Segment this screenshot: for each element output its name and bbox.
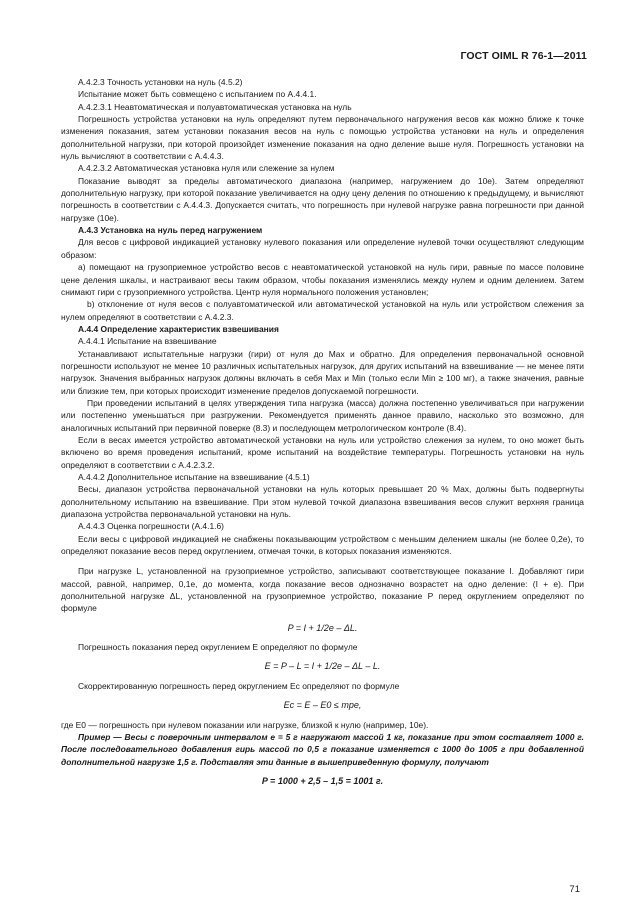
paragraph: А.4.2.3.1 Неавтоматическая и полуавтоматическая установка на нуль: [78, 101, 352, 112]
paragraph: При проведении испытаний в целях утверждения типа нагрузка (масса) должна постепенно увеличиваться при нагружении или постепенно уменьшаться при разгружении. Рекомендуется применять данное правило, насколько это возможно, для аналогичных испытаний при первичной поверке (8.3) и последующем метрологическом контроле (8.4).: [61, 397, 584, 433]
paragraph: При нагрузке L, установленной на грузоприемное устройство, записывают соответствующее показание I. Добавляют гири массой, равной, например, 0,1е, до момента, когда показание весов однозначно возрастет на одно деление: (I + е). При дополнительной нагрузке ΔL, установленной на грузоприемное устройство, показание P перед округлением определяют по формуле: [61, 566, 584, 614]
paragraph: Испытание может быть совмещено с испытанием по А.4.4.1.: [78, 89, 317, 100]
formula: E = P – L = I + 1/2е – ΔL – L.: [264, 661, 381, 672]
paragraph: где E0 — погрешность при нулевом показании или нагрузке, близкой к нулю (например, 10е).: [61, 719, 429, 730]
paragraph: а) помещают на грузоприемное устройство весов с неавтоматической установкой на нуль гири, равные по массе половине цене деления шкалы, и настраивают весы таким образом, чтобы показания изменялись между нулем и одним делением. Затем снимают гири с грузоприемного устройства. Центр нуля нормального положения установлен;: [61, 262, 584, 297]
example-paragraph: Пример — Весы с поверочным интервалом е = 5 г нагружают массой 1 кг, показание при этом составляет 1000 г. После последовательного добавления гирь массой по 0,5 г показание изменяется с 1000 до 1005 г при добавленной дополнительной нагрузке 1,5 г. Подставляя эти данные в вышеприведенную формулу, получают: [61, 731, 584, 767]
paragraph: Весы, диапазон устройства первоначальной установки на нуль которых превышает 20 % Max, должны быть подвергнуты дополнительному испытанию на взвешивание. При этом нулевой точкой диапазона взвешивания весов служит верхняя граница диапазона устройства первоначальной установки на нуль.: [61, 484, 584, 520]
paragraph: Погрешность показания перед округлением E определяют по формуле: [78, 642, 358, 653]
paragraph: Устанавливают испытательные нагрузки (гири) от нуля до Max и обратно. Для определения первоначальной основной погрешности используют не менее 10 различных испытательных нагрузок, для других испытаний на взвешивание — не менее пяти нагрузок. Значения выбранных нагрузок должны включать в себя Max и Min (только если Min ≥ 100 мг), а также значения, равные или близкие тем, при которых происходит изменение пределов допускаемой погрешности.: [61, 348, 584, 396]
formula: P = 1000 + 2,5 – 1,5 = 1001 г.: [261, 775, 384, 786]
paragraph: Показание выводят за пределы автоматического диапазона (например, нагружением до 10е). Затем определяют дополнительную нагрузку, при которой показание увеличивается на одну цену деления по отношению к предыдущему, и вычисляют погрешность в соответствии с А.4.4.3. Допускается считать, что погрешность при нулевой нагрузке равна погрешности при данной нагрузке (10е).: [61, 175, 584, 223]
paragraph: Скорректированную погрешность перед округлением Ec определяют по формуле: [78, 680, 400, 691]
paragraph: b) отклонение от нуля весов с полуавтоматической или автоматической установкой на нуль или устройством слежения за нулем определяют в соответствии с А.4.2.3.: [61, 299, 584, 322]
formula: P = I + 1/2е – ΔL.: [287, 622, 358, 633]
paragraph: А.4.2.3.2 Автоматическая установка нуля или слежение за нулем: [78, 163, 335, 174]
formula: Ec = E – E0 ≤ mpe,: [283, 700, 362, 711]
paragraph: А.4.2.3 Точность установки на нуль (4.5.2): [78, 77, 243, 87]
document-header: ГОСТ OIML R 76-1—2011: [460, 50, 587, 62]
paragraph: А.4.4.1 Испытание на взвешивание: [78, 336, 217, 347]
paragraph: Если в весах имеется устройство автоматической установки на нуль или устройство слежения за нулем, то оно может быть включено во время проведения испытаний, кроме испытаний на воздействие температуры. Погрешность установки на нуль определяют в соответствии с А.4.2.3.2.: [61, 434, 584, 470]
page-number: 71: [569, 884, 580, 895]
paragraph: Погрешность устройства установки на нуль определяют путем первоначального нагружения весов как можно ближе к точке изменения показания, затем установки показания весов на нуль с помощью устройства установки на нуль и определения дополнительной нагрузки, при которой произойдет изменение показания на одно деление выше нуля. Погрешность установки на нуль вычисляют в соответствии с А.4.4.3.: [61, 114, 584, 162]
paragraph: А.4.4.2 Дополнительное испытание на взвешивание (4.5.1): [78, 472, 310, 482]
section-heading: А.4.3 Установка на нуль перед нагружением: [78, 225, 263, 236]
paragraph: А.4.4.3 Оценка погрешности (А.4.1.6): [78, 521, 224, 532]
section-heading: А.4.4 Определение характеристик взвешивания: [78, 323, 279, 334]
paragraph: Для весов с цифровой индикацией установку нулевого показания или определение нулевой точки осуществляют следующим образом:: [61, 237, 584, 260]
page-body: [61, 76, 584, 794]
paragraph: Если весы с цифровой индикацией не снабжены показывающим устройством с меньшим делением шкалы (не более 0,2е), то определяют показание весов перед округлением, отмечая точки, в которых показания изменяются.: [61, 533, 584, 557]
